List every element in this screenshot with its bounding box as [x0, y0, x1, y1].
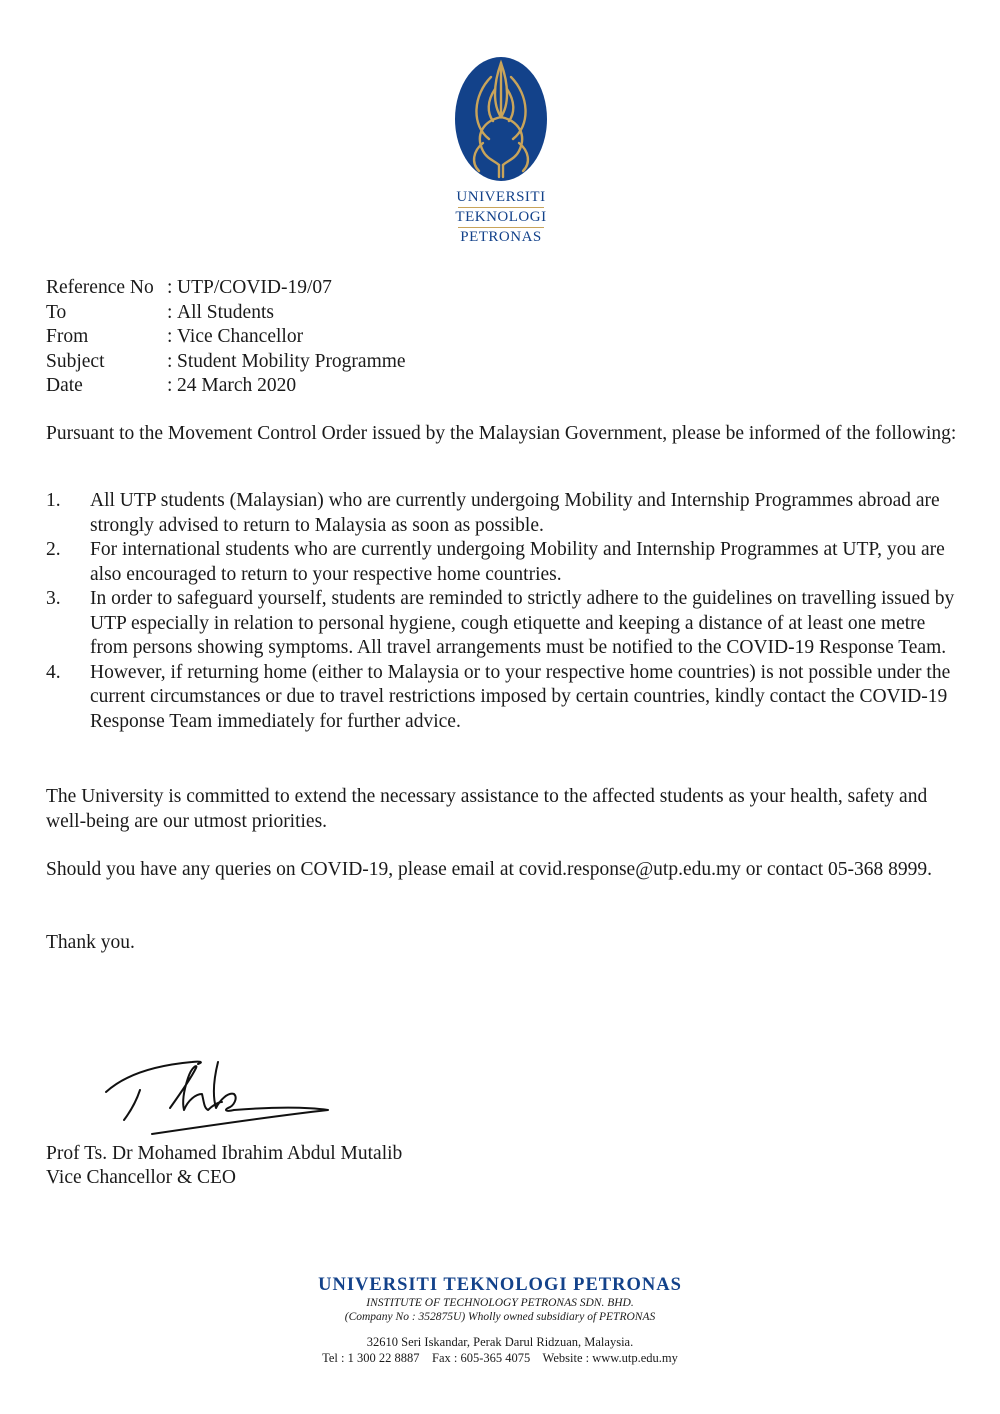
list-item	[46, 661, 961, 735]
logo-line-teknologi: TEKNOLOGI	[455, 209, 547, 225]
utp-emblem-icon	[453, 55, 549, 183]
letterhead-footer	[250, 1274, 750, 1366]
signatory-block	[46, 1142, 402, 1190]
memo-date-label: Date	[46, 375, 83, 396]
handwritten-signature	[100, 1050, 340, 1150]
memo-colon: :	[167, 326, 173, 347]
commitment-paragraph: The University is committed to extend the necessary assistance to the affected students as your health, safety and well-being are our utmost priorities.	[46, 786, 928, 832]
signatory-name: Prof Ts. Dr Mohamed Ibrahim Abdul Mutalib	[46, 1143, 403, 1164]
advisory-list	[46, 489, 961, 734]
memo-date-row	[46, 374, 406, 399]
logo-divider	[458, 207, 544, 208]
logo-divider	[458, 227, 544, 228]
memo-from-value: Vice Chancellor	[177, 326, 304, 347]
logo-line-universiti: UNIVERSITI	[456, 189, 546, 205]
footer-university-name: UNIVERSITI TEKNOLOGI PETRONAS	[318, 1275, 682, 1295]
footer-address: 32610 Seri Iskandar, Perak Darul Ridzuan, Malaysia.	[366, 1335, 634, 1349]
list-item-number: 2.	[46, 539, 61, 560]
memo-reference-value: UTP/COVID-19/07	[177, 277, 332, 298]
memo-from-row	[46, 325, 406, 350]
logo-line-petronas: PETRONAS	[460, 229, 542, 245]
memo-date-value: 24 March 2020	[177, 375, 297, 396]
memo-colon: :	[167, 375, 173, 396]
memo-colon: :	[167, 301, 173, 323]
footer-company-name: INSTITUTE OF TECHNOLOGY PETRONAS SDN. BHD.	[366, 1297, 634, 1309]
list-item-text: All UTP students (Malaysian) who are currently undergoing Mobility and Internship Programmes abroad are strongly advised to return to Malaysia as soon as possible.	[90, 490, 940, 536]
memo-to-value: All Students	[177, 301, 274, 323]
intro-paragraph: Pursuant to the Movement Control Order issued by the Malaysian Government, please be informed of the following:	[46, 423, 957, 444]
memo-colon: :	[167, 277, 173, 298]
footer-company-number: (Company No : 352875U) Wholly owned subsidiary of PETRONAS	[344, 1311, 656, 1323]
memo-reference-label: Reference No	[46, 277, 154, 298]
signatory-title: Vice Chancellor & CEO	[46, 1167, 236, 1188]
list-item-text: For international students who are currently undergoing Mobility and Internship Programmes at UTP, you are also encouraged to return to your respective home countries.	[90, 539, 945, 585]
list-item-number: 4.	[46, 661, 61, 683]
utp-logo	[453, 55, 549, 245]
memo-header	[46, 276, 406, 399]
memo-to-label: To	[46, 301, 67, 323]
memo-from-label: From	[46, 326, 89, 347]
list-item-number: 3.	[46, 588, 61, 609]
list-item-text: However, if returning home (either to Malaysia or to your respective home countries) is not possible under the current circumstances or due to travel restrictions imposed by certain countries, kindly contact the COVID-19 Response Team immediately for further advice.	[90, 661, 951, 732]
list-item	[46, 489, 961, 538]
list-item-number: 1.	[46, 490, 61, 511]
memo-to-row	[46, 301, 406, 326]
signature-icon	[100, 1050, 340, 1145]
list-item	[46, 538, 961, 587]
list-item-text: In order to safeguard yourself, students are reminded to strictly adhere to the guidelines on travelling issued by UTP especially in relation to personal hygiene, cough etiquette and keeping a distance of at least one metre from persons showing symptoms. All travel arrangements must be notified to the COVID-19 Response Team.	[90, 588, 955, 658]
memo-reference-row	[46, 276, 406, 301]
queries-paragraph: Should you have any queries on COVID-19, please email at covid.response@utp.edu.my or contact 05-368 8999.	[46, 859, 933, 880]
memo-colon: :	[167, 350, 173, 372]
memo-subject-label: Subject	[46, 350, 105, 372]
memo-subject-row	[46, 350, 406, 375]
footer-contact: Tel : 1 300 22 8887 Fax : 605-365 4075 Website : www.utp.edu.my	[322, 1351, 678, 1365]
memo-subject-value: Student Mobility Programme	[177, 350, 406, 372]
list-item	[46, 587, 961, 661]
closing-paragraph: Thank you.	[46, 932, 135, 953]
